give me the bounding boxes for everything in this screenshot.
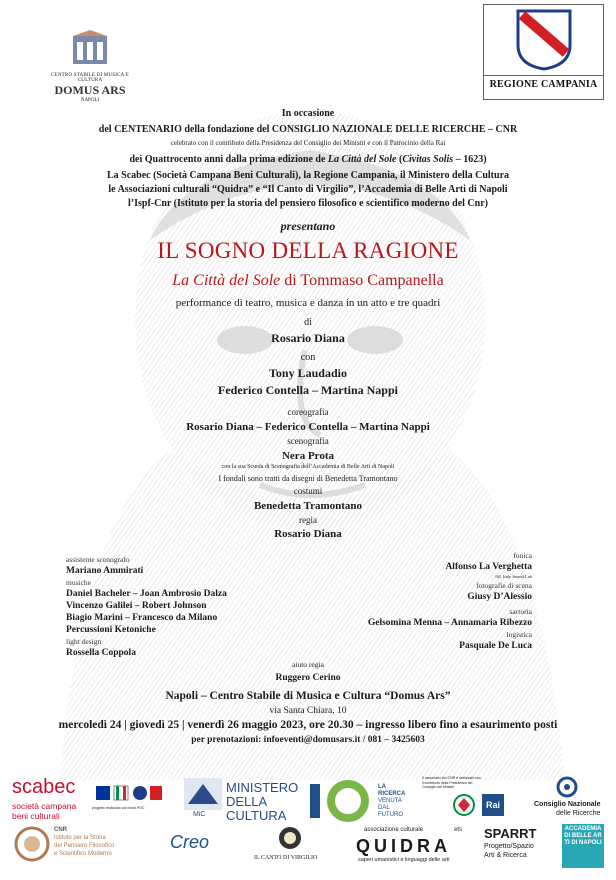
aiuto-regia: Ruggero Cerino — [275, 673, 341, 683]
performance-dates: mercoledì 24 | giovedì 25 | venerdì 26 maggio 2023, ore 20.30 – ingresso libero fino a esaurimento posti — [58, 719, 558, 731]
show-description: performance di teatro, musica e danza in un atto e tre quadri — [175, 297, 441, 309]
di-label: di — [304, 317, 312, 328]
right-credits-column — [368, 550, 532, 652]
costumi: Benedetta Tramontano — [253, 500, 363, 512]
fonica-label: fonica — [513, 551, 532, 560]
logistica-label: logistica — [506, 630, 532, 639]
regione-campania-logo — [483, 4, 604, 100]
musiche-label: musiche — [66, 578, 91, 587]
assistente-label: assistente scenografo — [66, 555, 130, 564]
mic-line3: CULTURA — [226, 808, 287, 823]
cnr-name-line1: Consiglio Nazionale — [534, 801, 601, 808]
booking-info: per prenotazioni: infoeventi@domusars.it / 081 – 3425603 — [191, 735, 425, 745]
cnr100-line1: LA — [378, 784, 386, 790]
scenografia-note2: I fondali sono tratti da disegni di Benedetta Tramontano — [218, 474, 398, 483]
cast-line1: Tony Laudadio — [269, 366, 347, 380]
show-title: IL SOGNO DELLA RAGIONE — [157, 238, 459, 263]
mic-line2: DELLA — [226, 794, 268, 809]
ispf-line3: del Pensiero Filosofico — [54, 843, 115, 849]
intro-line3: celebrato con il contributo della Presidenza del Consiglio dei Ministri e con il Patrocinio della Rai — [170, 139, 446, 147]
ispf-seal-icon — [14, 826, 50, 862]
foto-label: fotografie di scena — [476, 581, 532, 590]
show-subtitle: La Città del Sole di Tommaso Campanella — [172, 272, 444, 289]
venue-name: Napoli – Centro Stabile di Musica e Cultura “Domus Ars” — [165, 690, 451, 702]
regia-label: regia — [299, 515, 317, 525]
cnr-100-logo-icon — [308, 780, 376, 822]
musiche-line: Biagio Marini – Francesco da Milano — [66, 613, 218, 623]
cnr100-line2: RICERCA — [378, 791, 406, 797]
presidenza-caption: Il centenario del CNR è realizzato con il contributo della Presidenza del Consiglio dei Ministri — [422, 776, 481, 789]
mic-line1: MINISTERO — [226, 780, 299, 795]
sparrt-logo: SPARRT — [484, 826, 537, 841]
intro-line4: dei Quattrocento anni dalla prima edizione de La Città del Sole (Civitas Solis – 1623) — [129, 154, 487, 165]
cnr-emblem-icon — [556, 776, 578, 798]
regione-campania-shield-icon — [516, 9, 572, 71]
sartoria-label: sartoria — [509, 607, 532, 616]
regia: Rosario Diana — [274, 528, 342, 540]
cnr100-line3: VENUTA — [378, 798, 402, 804]
mic-emblem-icon — [184, 778, 222, 810]
mic-acronym: MiC — [193, 811, 206, 818]
domus-ars-line1: CENTRO STABILE DI MUSICA E CULTURA — [51, 73, 129, 83]
assistente: Mariano Ammirati — [66, 566, 144, 576]
domus-ars-logo — [40, 30, 140, 103]
ispf-line2: Istituto per la Storia — [54, 835, 106, 841]
scabec-logo: scabec — [12, 776, 76, 798]
musiche-line: Daniel Bacheler – Joan Ambrosio Dalza — [66, 589, 227, 599]
author: Rosario Diana — [271, 331, 345, 345]
domus-ars-emblem-icon — [71, 30, 109, 66]
creo-logo: Creo — [170, 832, 210, 852]
costumi-label: costumi — [293, 486, 323, 496]
quidra-subtitle: saperi umanistici e linguaggi delle arti — [358, 857, 450, 863]
left-credits-column — [66, 554, 227, 659]
fonica-note: ISL Italy Sound Lab — [495, 574, 532, 579]
coreografia-label: coreografia — [287, 407, 329, 417]
scenografia: Nera Prota — [281, 450, 335, 462]
intro-line7: l’Ispf-Cnr (Istituto per la storia del pensiero filosofico e scientifico moderno del Cnr) — [128, 198, 488, 209]
musiche-line: Percussioni Ketoniche — [66, 625, 156, 635]
sparrt-line2: Progetto/Spazio — [484, 843, 534, 850]
cast-line2: Federico Contella – Martina Nappi — [218, 383, 398, 397]
domus-ars-line2: DOMUS ARS — [54, 83, 126, 97]
scenografia-label: scenografia — [287, 436, 329, 446]
quidra-ets: ets — [454, 827, 463, 833]
intro-line5: La Scabec (Società Campana Beni Culturali), la Regione Campania, il Ministero della Cultura — [106, 170, 510, 181]
por-fesr-caption: progetto realizzato con fondi POC — [92, 806, 145, 810]
fonica: Alfonso La Verghetta — [445, 562, 532, 572]
domus-ars-line3: NAPOLI — [80, 98, 100, 103]
light-designer: Rossella Coppola — [66, 648, 136, 658]
fotografie: Giusy D’Alessio — [467, 592, 532, 602]
por-fesr-flags-icon — [96, 784, 162, 804]
intro-line6: le Associazioni culturali “Quidra” e “Il Canto di Virgilio”, l’Accademia di Belle Arti di Napoli — [108, 184, 508, 195]
scenografia-note1: con la sua Scuola di Scenografia dell’Accademia di Belle Arti di Napoli — [221, 464, 395, 470]
intro-line1: In occasione — [281, 108, 335, 119]
presidenza-emblem-icon — [452, 794, 476, 816]
ispf-line1: CNR — [54, 827, 67, 833]
aiuto-regia-label: aiuto regia — [292, 660, 324, 669]
canto-virgilio-emblem-icon — [278, 826, 302, 850]
sartoria: Gelsomina Menna – Annamaria Ribezzo — [367, 618, 532, 628]
con-label: con — [300, 352, 316, 363]
musiche-line: Vincenzo Galilei – Robert Johnson — [66, 601, 207, 611]
intro-line2: del CENTENARIO della fondazione del CONSIGLIO NAZIONALE DELLE RICERCHE – CNR — [98, 124, 518, 135]
light-label: light design — [66, 637, 102, 646]
cnr100-line5: FUTURO — [378, 812, 403, 818]
sparrt-line3: Arti & Ricerca — [484, 852, 527, 859]
accademia-logo: ACCADEMIA DI BELLE ARTI DI NAPOLI — [562, 824, 604, 868]
presentano: presentano — [280, 219, 336, 233]
cnr100-line4: DAL — [378, 805, 390, 811]
cnr-name-line2: delle Ricerche — [556, 810, 601, 817]
coreografia: Rosario Diana – Federico Contella – Martina Nappi — [186, 421, 430, 433]
quidra-top: associazione culturale — [364, 827, 424, 833]
scabec-line2: società campana — [12, 801, 77, 811]
venue-address: via Santa Chiara, 10 — [269, 706, 347, 716]
ispf-line4: e Scientifico Moderno — [54, 851, 112, 857]
quidra-logo: QUIDRA — [356, 836, 451, 856]
regione-campania-name: REGIONE CAMPANIA — [484, 75, 603, 90]
rai-logo: Rai — [482, 794, 504, 816]
scabec-line3: beni culturali — [12, 811, 60, 821]
logistica: Pasquale De Luca — [459, 641, 532, 651]
canto-virgilio-name: IL CANTO DI VIRGILIO — [254, 855, 318, 861]
